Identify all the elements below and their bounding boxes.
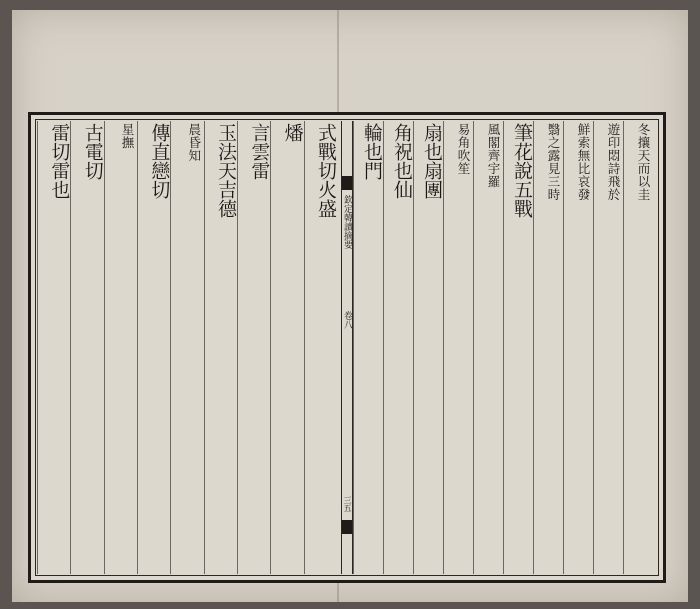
text-column: 遊印悶詩飛於	[593, 121, 623, 574]
text-column: 冬攘天而以圭	[623, 121, 653, 574]
text-column: 古電切	[70, 121, 103, 574]
right-page	[353, 121, 653, 574]
text-column: 翳之露見三時	[533, 121, 563, 574]
text-column: 輪也門	[353, 121, 383, 574]
center-column	[341, 121, 353, 574]
text-column: 玉法天吉德	[204, 121, 237, 574]
folio-number: 三五	[343, 496, 352, 512]
fishtail-mark-top	[342, 176, 352, 190]
text-column: 燔	[270, 121, 303, 574]
text-column: 筆花說五戰	[503, 121, 533, 574]
text-column: 鮮索無比哀發	[563, 121, 593, 574]
book-title: 欽定韓讀摘要	[342, 195, 352, 249]
text-column: 扇也扇團	[413, 121, 443, 574]
text-column: 雷切雷也	[37, 121, 70, 574]
text-column: 傳直戀切	[137, 121, 170, 574]
text-column: 風閣齊宇羅	[473, 121, 503, 574]
text-column: 晨昏知	[170, 121, 203, 574]
text-column: 言雲雷	[237, 121, 270, 574]
text-column: 式戰切火盛	[304, 121, 337, 574]
volume-label: 卷八	[342, 311, 352, 329]
text-column: 角祝也仙	[383, 121, 413, 574]
print-frame	[28, 112, 666, 583]
fishtail-mark-bottom	[342, 520, 352, 534]
text-column: 星撫	[104, 121, 137, 574]
text-column: 易角吹笙	[443, 121, 473, 574]
left-page	[37, 121, 337, 574]
